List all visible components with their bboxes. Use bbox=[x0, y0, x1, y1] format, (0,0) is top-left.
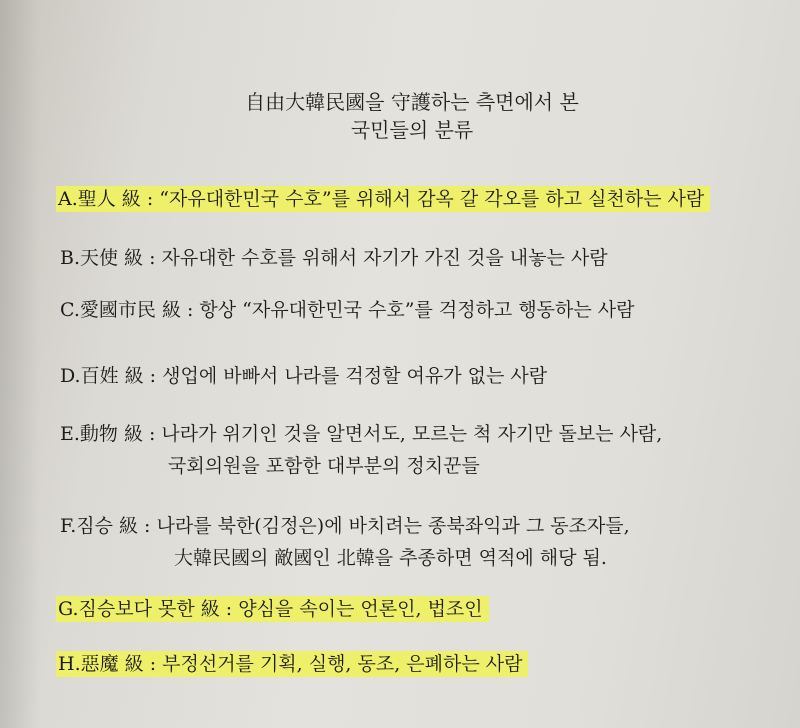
entry-b-text: B.天使 級 : 자유대한 수호를 위해서 자기가 가진 것을 내놓는 사람 bbox=[60, 247, 608, 269]
entry-a bbox=[60, 186, 710, 212]
entry-e-continuation: 국회의원을 포함한 대부분의 정치꾼들 bbox=[168, 455, 480, 477]
entry-g bbox=[60, 596, 489, 622]
entry-e-text: E.動物 級 : 나라가 위기인 것을 알면서도, 모르는 척 자기만 돌보는 사람, bbox=[60, 423, 663, 445]
entry-c bbox=[60, 297, 634, 323]
entry-h-text: H.惡魔 級 : 부정선거를 기획, 실행, 동조, 은폐하는 사람 bbox=[56, 651, 528, 677]
entry-f bbox=[60, 513, 630, 571]
entry-g-text: G.짐승보다 못한 級 : 양심을 속이는 언론인, 법조인 bbox=[56, 596, 489, 622]
title-line-2: 국민들의 분류 bbox=[350, 118, 474, 142]
entry-f-continuation: 大韓民國의 敵國인 北韓을 추종하면 역적에 해당 됨. bbox=[174, 547, 607, 569]
entry-b bbox=[60, 245, 608, 271]
entry-c-text: C.愛國市民 級 : 항상 “자유대한민국 수호”를 걱정하고 행동하는 사람 bbox=[60, 299, 635, 321]
entry-h bbox=[60, 651, 528, 677]
entry-a-text: A.聖人 級 : “자유대한민국 수호”를 위해서 감옥 갈 각오를 하고 실천하는 사람 bbox=[56, 186, 710, 212]
entry-d bbox=[60, 363, 547, 389]
entry-e bbox=[60, 421, 662, 479]
title-line-1: 自由大韓民國을 守護하는 측면에서 본 bbox=[245, 90, 579, 114]
entry-d-text: D.百姓 級 : 생업에 바빠서 나라를 걱정할 여유가 없는 사람 bbox=[60, 365, 548, 387]
document-title bbox=[12, 88, 800, 144]
entry-f-text: F.짐승 級 : 나라를 북한(김정은)에 바치려는 종북좌익과 그 동조자들, bbox=[60, 515, 630, 537]
